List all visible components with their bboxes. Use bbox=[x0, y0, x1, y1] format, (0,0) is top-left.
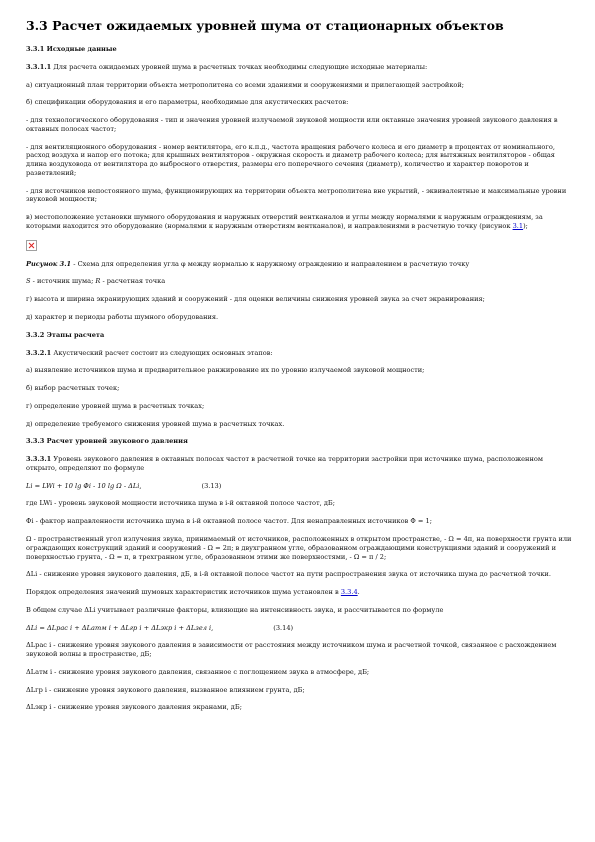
document-page bbox=[26, 18, 574, 721]
figure-caption-text: - Схема для определения угла φ между нормалью к наружному ограждению и направлением в расчетную точку bbox=[71, 259, 470, 268]
order-paragraph bbox=[26, 588, 574, 597]
general-case-paragraph: В общем случае ΔLi учитывает различные факторы, влияющие на интенсивность звука, и рассчитывается по формуле bbox=[26, 605, 444, 614]
stage-item-d: д) определение требуемого снижения уровней шума в расчетных точках. bbox=[26, 419, 285, 428]
list-item-b: б) спецификации оборудования и его параметры, необходимые для акустических расчетов: bbox=[26, 98, 349, 107]
paragraph-number: 3.3.3.1 bbox=[26, 455, 52, 464]
list-item-c-text: в) местоположение установки шумного оборудования и наружных отверстий вентканалов и углы между нормалями к наружным ограждениям, за которыми находится это оборудование (нормалями к наружным отверстиям вентканалов), и направлениями в расчетную точку (рисунок bbox=[26, 213, 543, 230]
definition-delta-l-ras: ΔLрас i - снижение уровня звукового давления в зависимости от расстояния между источником шума и расчетной точкой, связанное с расхождением звуковой волны в пространстве, дБ; bbox=[26, 641, 557, 659]
paragraph-text: Акустический расчет состоит из следующих основных этапов: bbox=[51, 348, 273, 357]
figure-caption bbox=[26, 260, 574, 269]
definition-delta-l-ekr: ΔLэкр i - снижение уровня звукового давления экранами, дБ; bbox=[26, 703, 242, 712]
order-end: . bbox=[357, 588, 360, 597]
list-item-a: а) ситуационный план территории объекта метрополитена со всеми зданиями и сооружениями и прилегающей застройкой; bbox=[26, 80, 465, 89]
list-subitem-ventilation: - для вентиляционного оборудования - номер вентилятора, его к.п.д., частота вращения рабочего колеса и его диаметр в процентах от номинального, расход воздуха и напор его потока; для крышных вентиляторов - окружная скорость и диаметр рабочего колеса; для вытяжных вентиляторов - общая длина воздуховода от вентилятора до выбросного отверстия, размеры его поперечного сечения (диаметр), количество и характер поворотов и разветвлений; bbox=[26, 142, 555, 177]
definition-lw: где LWi - уровень звуковой мощности источника шума в i-й октавной полосе частот, дБ; bbox=[26, 499, 335, 508]
list-subitem-nonpermanent-noise: - для источников непостоянного шума, функционирующих на территории объекта метрополитена вне укрытий, - эквивалентные и максимальные уровни звуковой мощности; bbox=[26, 186, 567, 204]
list-item-c-end: ); bbox=[523, 221, 528, 230]
legend-symbol-s: S bbox=[26, 277, 31, 286]
legend-symbol-r: R bbox=[95, 277, 101, 286]
broken-image-icon bbox=[26, 240, 37, 251]
stage-item-c: г) определение уровней шума в расчетных точках; bbox=[26, 401, 205, 410]
legend-text-r: - расчетная точка bbox=[100, 277, 166, 286]
paragraph-text: Уровень звукового давления в октавных полосах частот в расчетной точке на территории застройки при источнике шума, расположенном открыто, определяют по формуле bbox=[26, 455, 543, 472]
equation-number: (3.14) bbox=[273, 623, 294, 632]
section-heading-3-3-2: 3.3.2 Этапы расчета bbox=[26, 330, 105, 339]
list-subitem-technological: - для технологического оборудования - тип и значения уровней излучаемой звуковой мощности или октавные значения уровней звукового давления в октавных полосах частот; bbox=[26, 116, 558, 133]
order-text: Порядок определения значений шумовых характеристик источников шума установлен в bbox=[26, 588, 341, 597]
legend-text-s: - источник шума; bbox=[30, 277, 96, 286]
paragraph-3-3-1-1 bbox=[26, 63, 574, 72]
list-item-c bbox=[26, 213, 574, 231]
definition-delta-l-atm: ΔLатм i - снижение уровня звукового давления, связанное с поглощением звука в атмосфере, дБ; bbox=[26, 667, 370, 676]
stage-item-a: а) выявление источников шума и предварительное ранжирование их по уровню излучаемой звуковой мощности; bbox=[26, 366, 425, 375]
list-item-d: д) характер и периоды работы шумного оборудования. bbox=[26, 313, 219, 322]
section-heading-3-3-1: 3.3.1 Исходные данные bbox=[26, 45, 117, 53]
paragraph-3-3-2-1 bbox=[26, 349, 574, 358]
definition-delta-l: ΔLi - снижение уровня звукового давления, дБ, в i-й октавной полосе частот на пути распространения звука от источника шума до расчетной точки. bbox=[26, 570, 551, 579]
definition-omega: Ω - пространственный угол излучения звука, принимаемый от источников, расположенных в открытом пространстве, - Ω = 4π, на поверхности грунта или ограждающих конструкций зданий и сооружений - Ω = 2π; в двухгранном угле, образованном ограждающими конструкциями зданий и сооружений и поверхностью грунта, - Ω = π, в трехгранном угле, образованном этими же поверхностями, - Ω = π / 2; bbox=[26, 534, 572, 561]
figure-legend bbox=[26, 277, 574, 286]
section-3-3-4-link[interactable]: 3.3.4 bbox=[340, 588, 358, 597]
stage-item-b: б) выбор расчетных точек; bbox=[26, 384, 120, 393]
formula-3-13 bbox=[26, 482, 574, 491]
equation-number: (3.13) bbox=[201, 481, 222, 490]
paragraph-text: Для расчета ожидаемых уровней шума в расчетных точках необходимы следующие исходные материалы: bbox=[51, 62, 428, 71]
paragraph-number: 3.3.1.1 bbox=[26, 62, 52, 71]
page-title: 3.3 Расчет ожидаемых уровней шума от стационарных объектов bbox=[26, 18, 504, 33]
paragraph-number: 3.3.2.1 bbox=[26, 348, 52, 357]
formula-3-14 bbox=[26, 624, 574, 633]
paragraph-3-3-3-1 bbox=[26, 455, 574, 473]
section-heading-3-3-3: 3.3.3 Расчет уровней звукового давления bbox=[26, 437, 188, 446]
list-item-g: г) высота и ширина экранирующих зданий и сооружений - для оценки величины снижения уровней звука за счет экранирования; bbox=[26, 295, 485, 304]
definition-delta-l-gr: ΔLгр i - снижение уровня звукового давления, вызванное влиянием грунта, дБ; bbox=[26, 685, 305, 694]
figure-caption-label: Рисунок 3.1 bbox=[26, 259, 72, 268]
definition-phi: Φi - фактор направленности источника шума в i-й октавной полосе частот. Для ненаправленных источников Φ = 1; bbox=[26, 517, 432, 526]
formula-text: Li = LWi + 10 lg Φi - 10 lg Ω - ΔLi, bbox=[26, 481, 142, 490]
formula-text: ΔLi = ΔLрас i + ΔLатм i + ΔLгр i + ΔLэкр i + ΔLзел i, bbox=[26, 623, 214, 632]
figure-3-1-link[interactable]: 3.1 bbox=[512, 221, 524, 230]
